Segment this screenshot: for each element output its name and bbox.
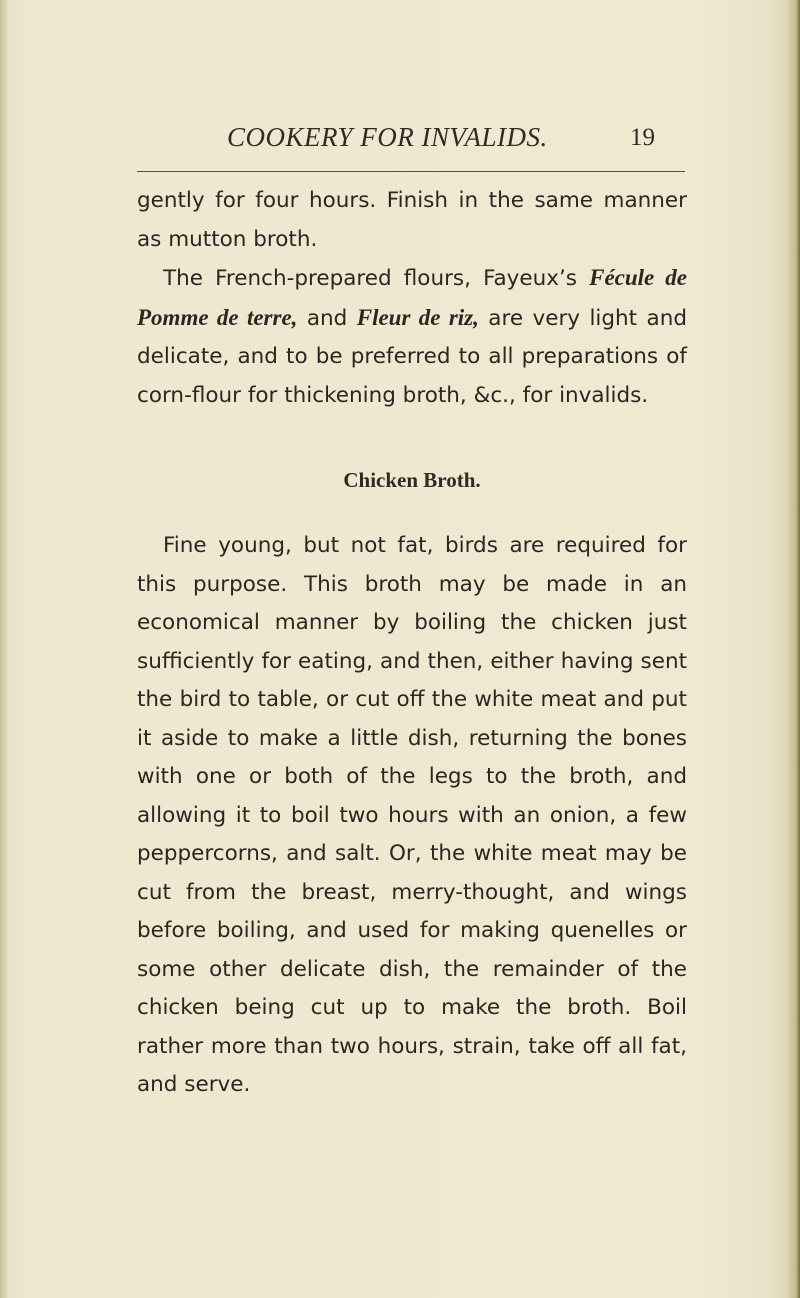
italic-term-fecule: Fécule de Pomme de terre,	[137, 265, 688, 330]
body-text	[137, 182, 687, 1105]
paragraph-text: The French-prepared flours, Fayeux’s	[163, 266, 590, 291]
paragraph-chicken-broth: Fine young, but not fat, birds are required for this purpose. This broth may be made in an economical manner by boiling the chicken just sufficiently for eating, and then, either having sent the bird to table, or cut off the white meat and put it aside to make a little dish, returning the bones with one or both of the legs to the broth, and allowing it to boil two hours with an onion, a few peppercorns, and salt. Or, the white meat may be cut from the breast, merry-thought, and wings before boiling, and used for making quenelles or some other delicate dish, the remainder of the chicken being cut up to make the broth. Boil rather more than two hours, strain, take off all fat, and serve.	[137, 533, 687, 1097]
paragraph-text: are very light and delicate, and to be preferred to all preparations of corn-flour for thickening broth, &c., for invalids.	[137, 305, 687, 408]
paragraph-french-flours	[137, 259, 687, 415]
header-rule	[137, 171, 685, 172]
page-header	[0, 122, 800, 162]
section-heading: Chicken Broth.	[343, 468, 481, 492]
running-title: COOKERY FOR INVALIDS.	[227, 122, 548, 152]
paragraph-continuation: gently for four hours. Finish in the same manner as mutton broth.	[137, 188, 687, 252]
italic-term-fleur: Fleur de riz,	[356, 304, 479, 330]
page-number: 19	[630, 124, 655, 151]
page-edge-shadow	[786, 0, 800, 1298]
paragraph-text: and	[297, 305, 357, 331]
page-gutter-shadow	[0, 0, 8, 1298]
